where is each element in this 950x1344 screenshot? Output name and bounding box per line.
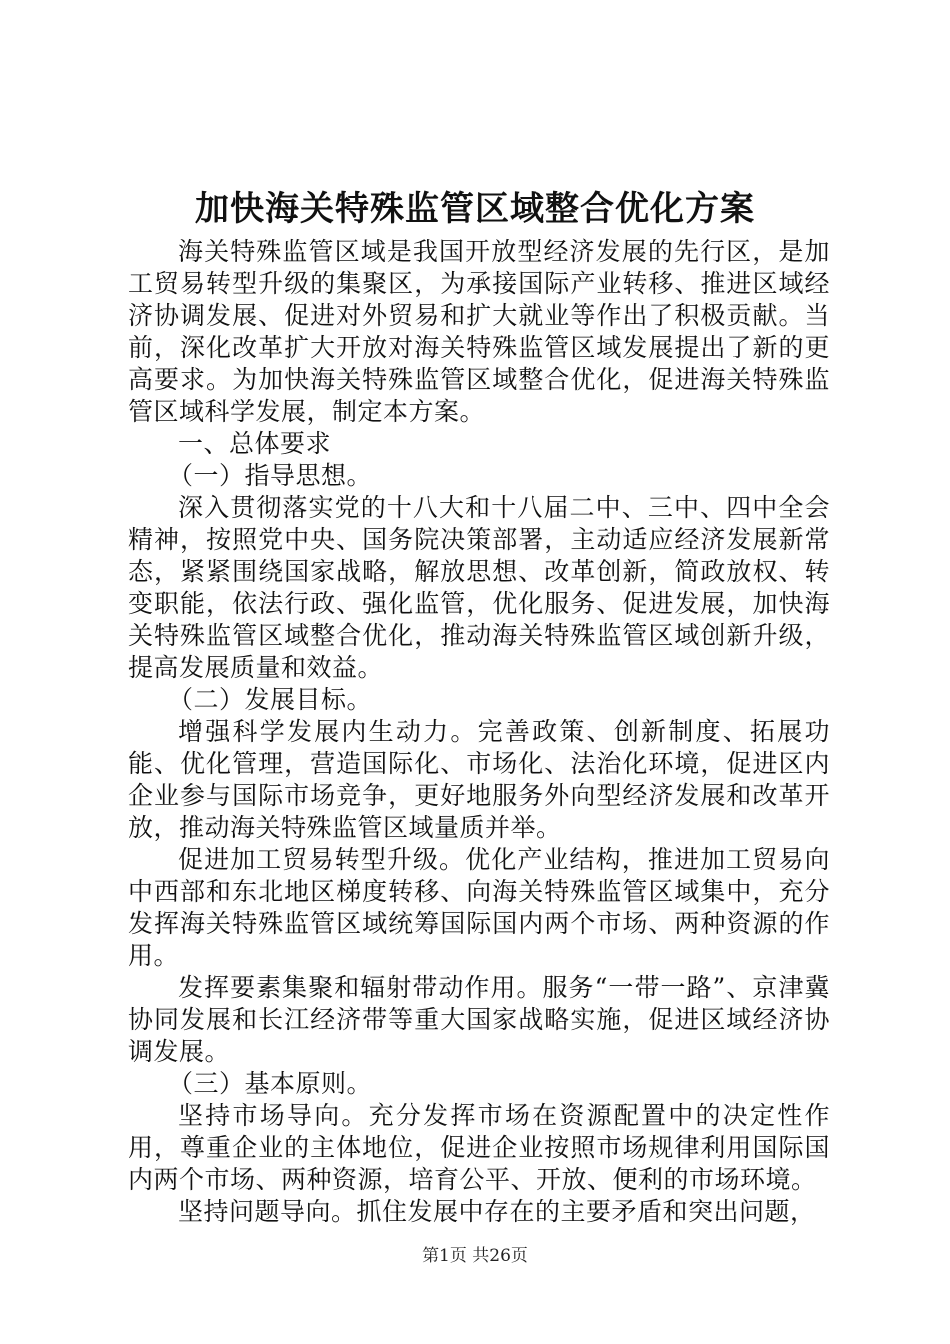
paragraph-intro: 海关特殊监管区域是我国开放型经济发展的先行区，是加工贸易转型升级的集聚区，为承接国际产业转移、推进区域经济协调发展、促进对外贸易和扩大就业等作出了积极贡献。当前，深化改革扩大开放对海关特殊监管区域发展提出了新的更高要求。为加快海关特殊监管区域整合优化，促进海关特殊监管区域科学发展，制定本方案。 [128,237,830,426]
document-title: 加快海关特殊监管区域整合优化方案 [195,189,755,229]
section-heading-overall-requirements: 一、总体要求 [178,429,332,458]
subheading-development-goals: （二）发展目标。 [168,685,373,714]
page-number-footer: 第1页 共26页 [422,1246,528,1266]
paragraph-goal-driving-force: 增强科学发展内生动力。完善政策、创新制度、拓展功能、优化管理，营造国际化、市场化、法治化环境，促进区内企业参与国际市场竞争，更好地服务外向型经济发展和改革开放，推动海关特殊监管区域量质并举。 [128,717,830,842]
subheading-basic-principles: （三）基本原则。 [168,1069,373,1098]
paragraph-goal-factor-agglomeration: 发挥要素集聚和辐射带动作用。服务“一带一路”、京津冀协同发展和长江经济带等重大国家战略实施，促进区域经济协调发展。 [128,973,830,1066]
paragraph-principle-market: 坚持市场导向。充分发挥市场在资源配置中的决定性作用，尊重企业的主体地位，促进企业按照市场规律利用国际国内两个市场、两种资源，培育公平、开放、便利的市场环境。 [128,1101,830,1194]
subheading-guiding-ideology: （一）指导思想。 [168,461,373,490]
paragraph-guiding-ideology: 深入贯彻落实党的十八大和十八届二中、三中、四中全会精神，按照党中央、国务院决策部署，主动适应经济发展新常态，紧紧围绕国家战略，解放思想、改革创新，简政放权、转变职能，依法行政、强化监管，优化服务、促进发展，加快海关特殊监管区域整合优化，推动海关特殊监管区域创新升级，提高发展质量和效益。 [128,493,830,682]
document-body [128,236,830,1228]
paragraph-goal-processing-trade: 促进加工贸易转型升级。优化产业结构，推进加工贸易向中西部和东北地区梯度转移、向海关特殊监管区域集中，充分发挥海关特殊监管区域统筹国际国内两个市场、两种资源的作用。 [128,845,830,970]
paragraph-principle-problem: 坚持问题导向。抓住发展中存在的主要矛盾和突出问题， [178,1197,816,1226]
